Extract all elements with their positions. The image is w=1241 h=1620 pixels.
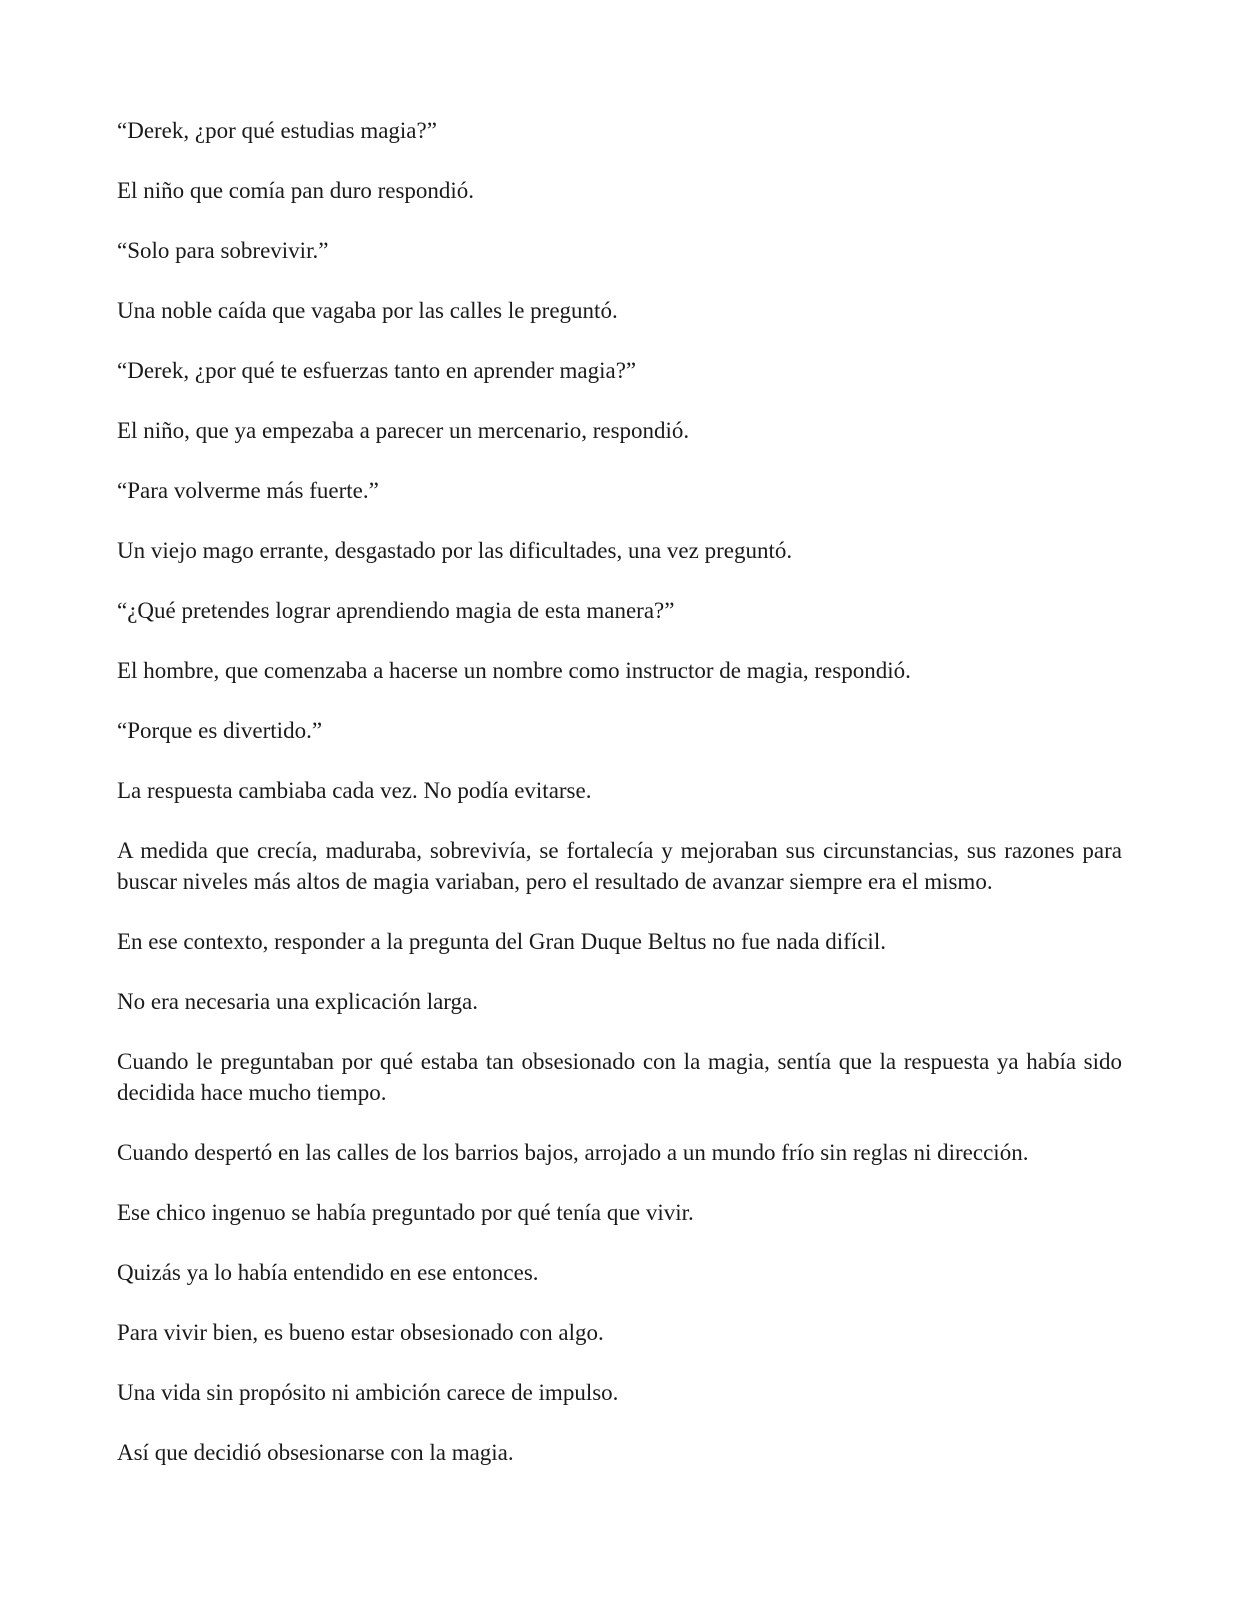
- paragraph: El niño, que ya empezaba a parecer un mercenario, respondió.: [117, 418, 690, 443]
- paragraph: “Porque es divertido.”: [117, 718, 323, 743]
- paragraph: A medida que crecía, maduraba, sobrevivía, se fortalecía y mejoraban sus circunstancias, sus razones para buscar niveles más altos de magia variaban, pero el resultado de avanzar siempre era el mismo.: [117, 838, 1122, 894]
- paragraph: “Derek, ¿por qué estudias magia?”: [117, 118, 437, 143]
- paragraph: Cuando le preguntaban por qué estaba tan obsesionado con la magia, sentía que la respuesta ya había sido decidida hace mucho tiempo.: [117, 1049, 1122, 1105]
- paragraph: La respuesta cambiaba cada vez. No podía evitarse.: [117, 778, 592, 803]
- paragraph: En ese contexto, responder a la pregunta del Gran Duque Beltus no fue nada difícil.: [117, 929, 886, 954]
- paragraph: Para vivir bien, es bueno estar obsesionado con algo.: [117, 1320, 604, 1345]
- paragraph: Así que decidió obsesionarse con la magia.: [117, 1440, 514, 1465]
- paragraph: “Para volverme más fuerte.”: [117, 478, 379, 503]
- paragraph: “¿Qué pretendes lograr aprendiendo magia de esta manera?”: [117, 598, 675, 623]
- paragraph: Quizás ya lo había entendido en ese entonces.: [117, 1260, 539, 1285]
- paragraph: “Derek, ¿por qué te esfuerzas tanto en aprender magia?”: [117, 358, 637, 383]
- paragraph: Una noble caída que vagaba por las calles le preguntó.: [117, 298, 618, 323]
- paragraph: Un viejo mago errante, desgastado por las dificultades, una vez preguntó.: [117, 538, 793, 563]
- paragraph: No era necesaria una explicación larga.: [117, 989, 478, 1014]
- paragraph: El niño que comía pan duro respondió.: [117, 178, 475, 203]
- paragraph: “Solo para sobrevivir.”: [117, 238, 329, 263]
- paragraph: El hombre, que comenzaba a hacerse un nombre como instructor de magia, respondió.: [117, 658, 911, 683]
- paragraph: Una vida sin propósito ni ambición carece de impulso.: [117, 1380, 619, 1405]
- paragraph: Ese chico ingenuo se había preguntado por qué tenía que vivir.: [117, 1200, 694, 1225]
- document-body: [117, 115, 1122, 1497]
- paragraph: Cuando despertó en las calles de los barrios bajos, arrojado a un mundo frío sin reglas ni dirección.: [117, 1140, 1029, 1165]
